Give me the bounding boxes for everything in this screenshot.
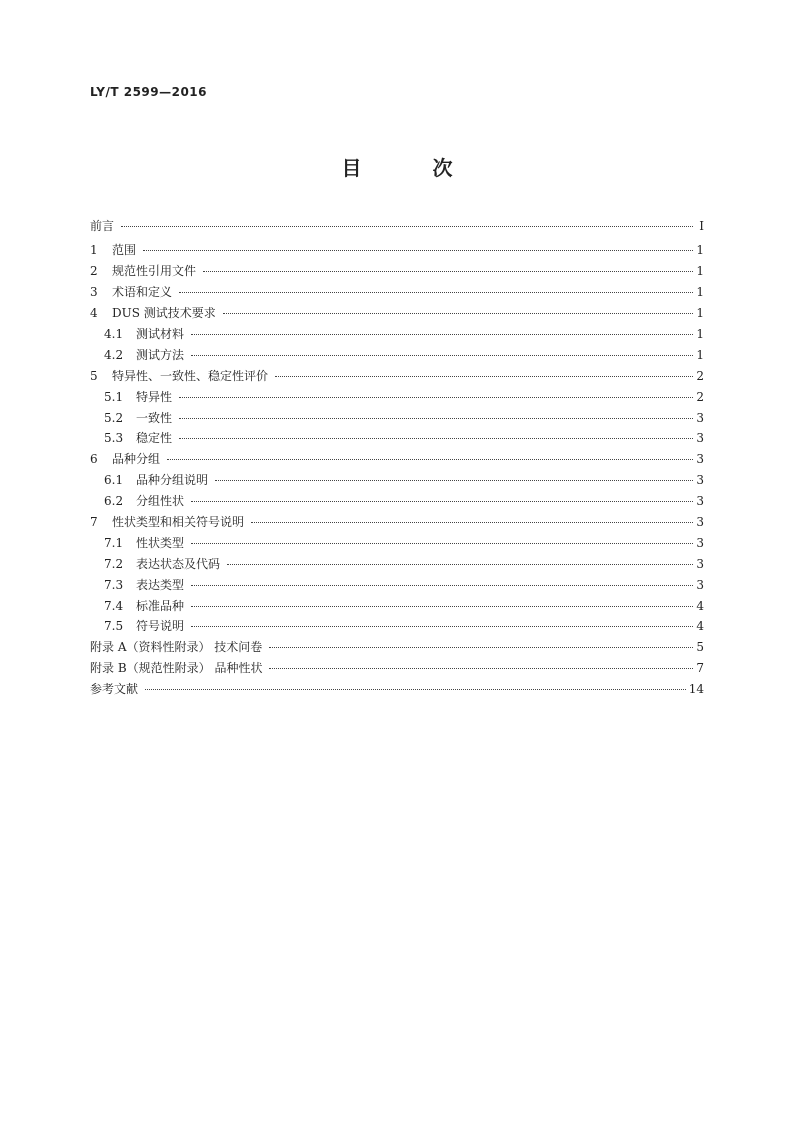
toc-entry-page: 3: [696, 556, 704, 571]
toc-entry-number: 6: [90, 452, 98, 467]
toc-entry-page: I: [699, 219, 704, 233]
toc-entry-page: 4: [696, 619, 704, 634]
toc-entry-label: 特异性、一致性、稳定性评价: [112, 368, 269, 383]
toc-entry-2[interactable]: [90, 261, 704, 282]
toc-entry-page: 3: [696, 473, 704, 488]
toc-leader: [179, 292, 693, 293]
toc-entry-label: DUS 测试技术要求: [112, 306, 216, 321]
toc-entry-6[interactable]: [90, 449, 704, 470]
toc-leader: [275, 376, 693, 377]
toc-entry-annex-b[interactable]: [90, 658, 704, 679]
toc-entry-number: 6.1: [104, 473, 124, 488]
toc-entry-label: 品种分组说明: [136, 473, 209, 488]
toc-entry-number: 6.2: [104, 494, 124, 509]
toc-entry-label: 范围: [112, 243, 137, 258]
toc-entry-5[interactable]: [90, 366, 704, 387]
toc-entry-6-1[interactable]: [90, 470, 704, 491]
toc-leader: [191, 606, 693, 607]
toc-entry-number: 5.3: [104, 431, 124, 446]
toc-entry-number: 1: [90, 243, 98, 258]
toc-entry-number: 7.3: [104, 577, 124, 592]
toc-title: 目 次: [341, 156, 485, 180]
table-of-contents: [90, 216, 704, 700]
toc-entry-number: 5.2: [104, 410, 124, 425]
toc-entry-page: 14: [688, 682, 704, 697]
toc-entry-bibliography[interactable]: [90, 679, 704, 700]
toc-leader: [223, 313, 693, 314]
toc-entry-label: 附录 A（资料性附录） 技术问卷: [90, 640, 263, 655]
toc-entry-label: 测试材料: [136, 326, 185, 341]
toc-entry-page: 1: [696, 243, 704, 258]
toc-leader: [191, 626, 693, 627]
toc-entry-label: 测试方法: [136, 347, 185, 362]
toc-entry-label: 性状类型: [136, 535, 185, 550]
document-code: LY/T 2599—2016: [90, 85, 208, 99]
toc-entry-label: 符号说明: [136, 619, 185, 634]
toc-entry-4-2[interactable]: [90, 345, 704, 366]
toc-entry-number: 4: [90, 306, 98, 321]
toc-entry-number: 5.1: [104, 389, 124, 404]
toc-leader: [167, 459, 693, 460]
toc-entry-label: 参考文献: [90, 682, 139, 697]
toc-leader: [191, 501, 693, 502]
toc-entry-page: 3: [696, 410, 704, 425]
toc-leader: [191, 355, 693, 356]
toc-entry-7-2[interactable]: [90, 554, 704, 575]
toc-entry-label: 稳定性: [136, 431, 173, 446]
toc-leader: [143, 250, 693, 251]
toc-entry-page: 3: [696, 514, 704, 529]
toc-entry-label: 表达类型: [136, 577, 185, 592]
toc-entry-foreword[interactable]: [90, 216, 704, 237]
toc-entry-number: 7.4: [104, 598, 124, 613]
toc-entry-label: 品种分组: [112, 452, 161, 467]
toc-entry-7-5[interactable]: [90, 616, 704, 637]
toc-entry-number: 7.5: [104, 619, 124, 634]
toc-leader: [179, 418, 693, 419]
toc-entry-number: 7.2: [104, 556, 124, 571]
toc-leader: [227, 564, 693, 565]
toc-entry-label: 前言: [90, 219, 115, 233]
toc-leader: [203, 271, 693, 272]
toc-entry-6-2[interactable]: [90, 491, 704, 512]
toc-entry-annex-a[interactable]: [90, 637, 704, 658]
toc-leader: [215, 480, 693, 481]
toc-entry-label: 标准品种: [136, 598, 185, 613]
toc-entry-label: 表达状态及代码: [136, 556, 221, 571]
toc-entry-4-1[interactable]: [90, 324, 704, 345]
toc-entry-4[interactable]: [90, 303, 704, 324]
toc-entry-7-1[interactable]: [90, 533, 704, 554]
toc-entry-1[interactable]: [90, 240, 704, 261]
toc-entry-label: 一致性: [136, 410, 173, 425]
toc-entry-3[interactable]: [90, 282, 704, 303]
toc-entry-5-3[interactable]: [90, 428, 704, 449]
toc-entry-label: 附录 B（规范性附录） 品种性状: [90, 661, 263, 676]
toc-entry-page: 4: [696, 598, 704, 613]
toc-entry-number: 5: [90, 368, 98, 383]
toc-entry-number: 4.1: [104, 326, 124, 341]
toc-entry-page: 5: [696, 640, 704, 655]
toc-entry-5-1[interactable]: [90, 387, 704, 408]
toc-entry-label: 分组性状: [136, 494, 185, 509]
toc-leader: [251, 522, 693, 523]
toc-entry-7-3[interactable]: [90, 575, 704, 596]
toc-entry-number: 2: [90, 264, 98, 279]
toc-entry-page: 1: [696, 326, 704, 341]
toc-entry-page: 1: [696, 285, 704, 300]
toc-entry-page: 2: [696, 368, 704, 383]
toc-entry-number: 7: [90, 514, 98, 529]
toc-entry-label: 术语和定义: [112, 285, 173, 300]
toc-leader: [269, 668, 693, 669]
toc-entry-page: 2: [696, 389, 704, 404]
toc-entry-page: 3: [696, 431, 704, 446]
toc-entry-page: 1: [696, 306, 704, 321]
toc-entry-number: 7.1: [104, 535, 124, 550]
toc-entry-page: 7: [696, 661, 704, 676]
toc-entry-7-4[interactable]: [90, 596, 704, 617]
toc-leader: [145, 689, 686, 690]
toc-leader: [179, 397, 693, 398]
toc-entry-page: 3: [696, 577, 704, 592]
toc-entry-page: 3: [696, 535, 704, 550]
toc-leader: [191, 334, 693, 335]
toc-entry-number: 3: [90, 285, 98, 300]
toc-entry-5-2[interactable]: [90, 408, 704, 429]
toc-entry-page: 3: [696, 452, 704, 467]
toc-entry-label: 规范性引用文件: [112, 264, 197, 279]
toc-leader: [191, 585, 693, 586]
toc-entry-label: 特异性: [136, 389, 173, 404]
toc-entry-page: 1: [696, 347, 704, 362]
toc-entry-7[interactable]: [90, 512, 704, 533]
toc-leader: [191, 543, 693, 544]
toc-entry-label: 性状类型和相关符号说明: [112, 514, 245, 529]
toc-entry-page: 3: [696, 494, 704, 509]
toc-entry-number: 4.2: [104, 347, 124, 362]
toc-leader: [269, 647, 693, 648]
toc-leader: [121, 226, 693, 227]
toc-leader: [179, 438, 693, 439]
toc-entry-page: 1: [696, 264, 704, 279]
